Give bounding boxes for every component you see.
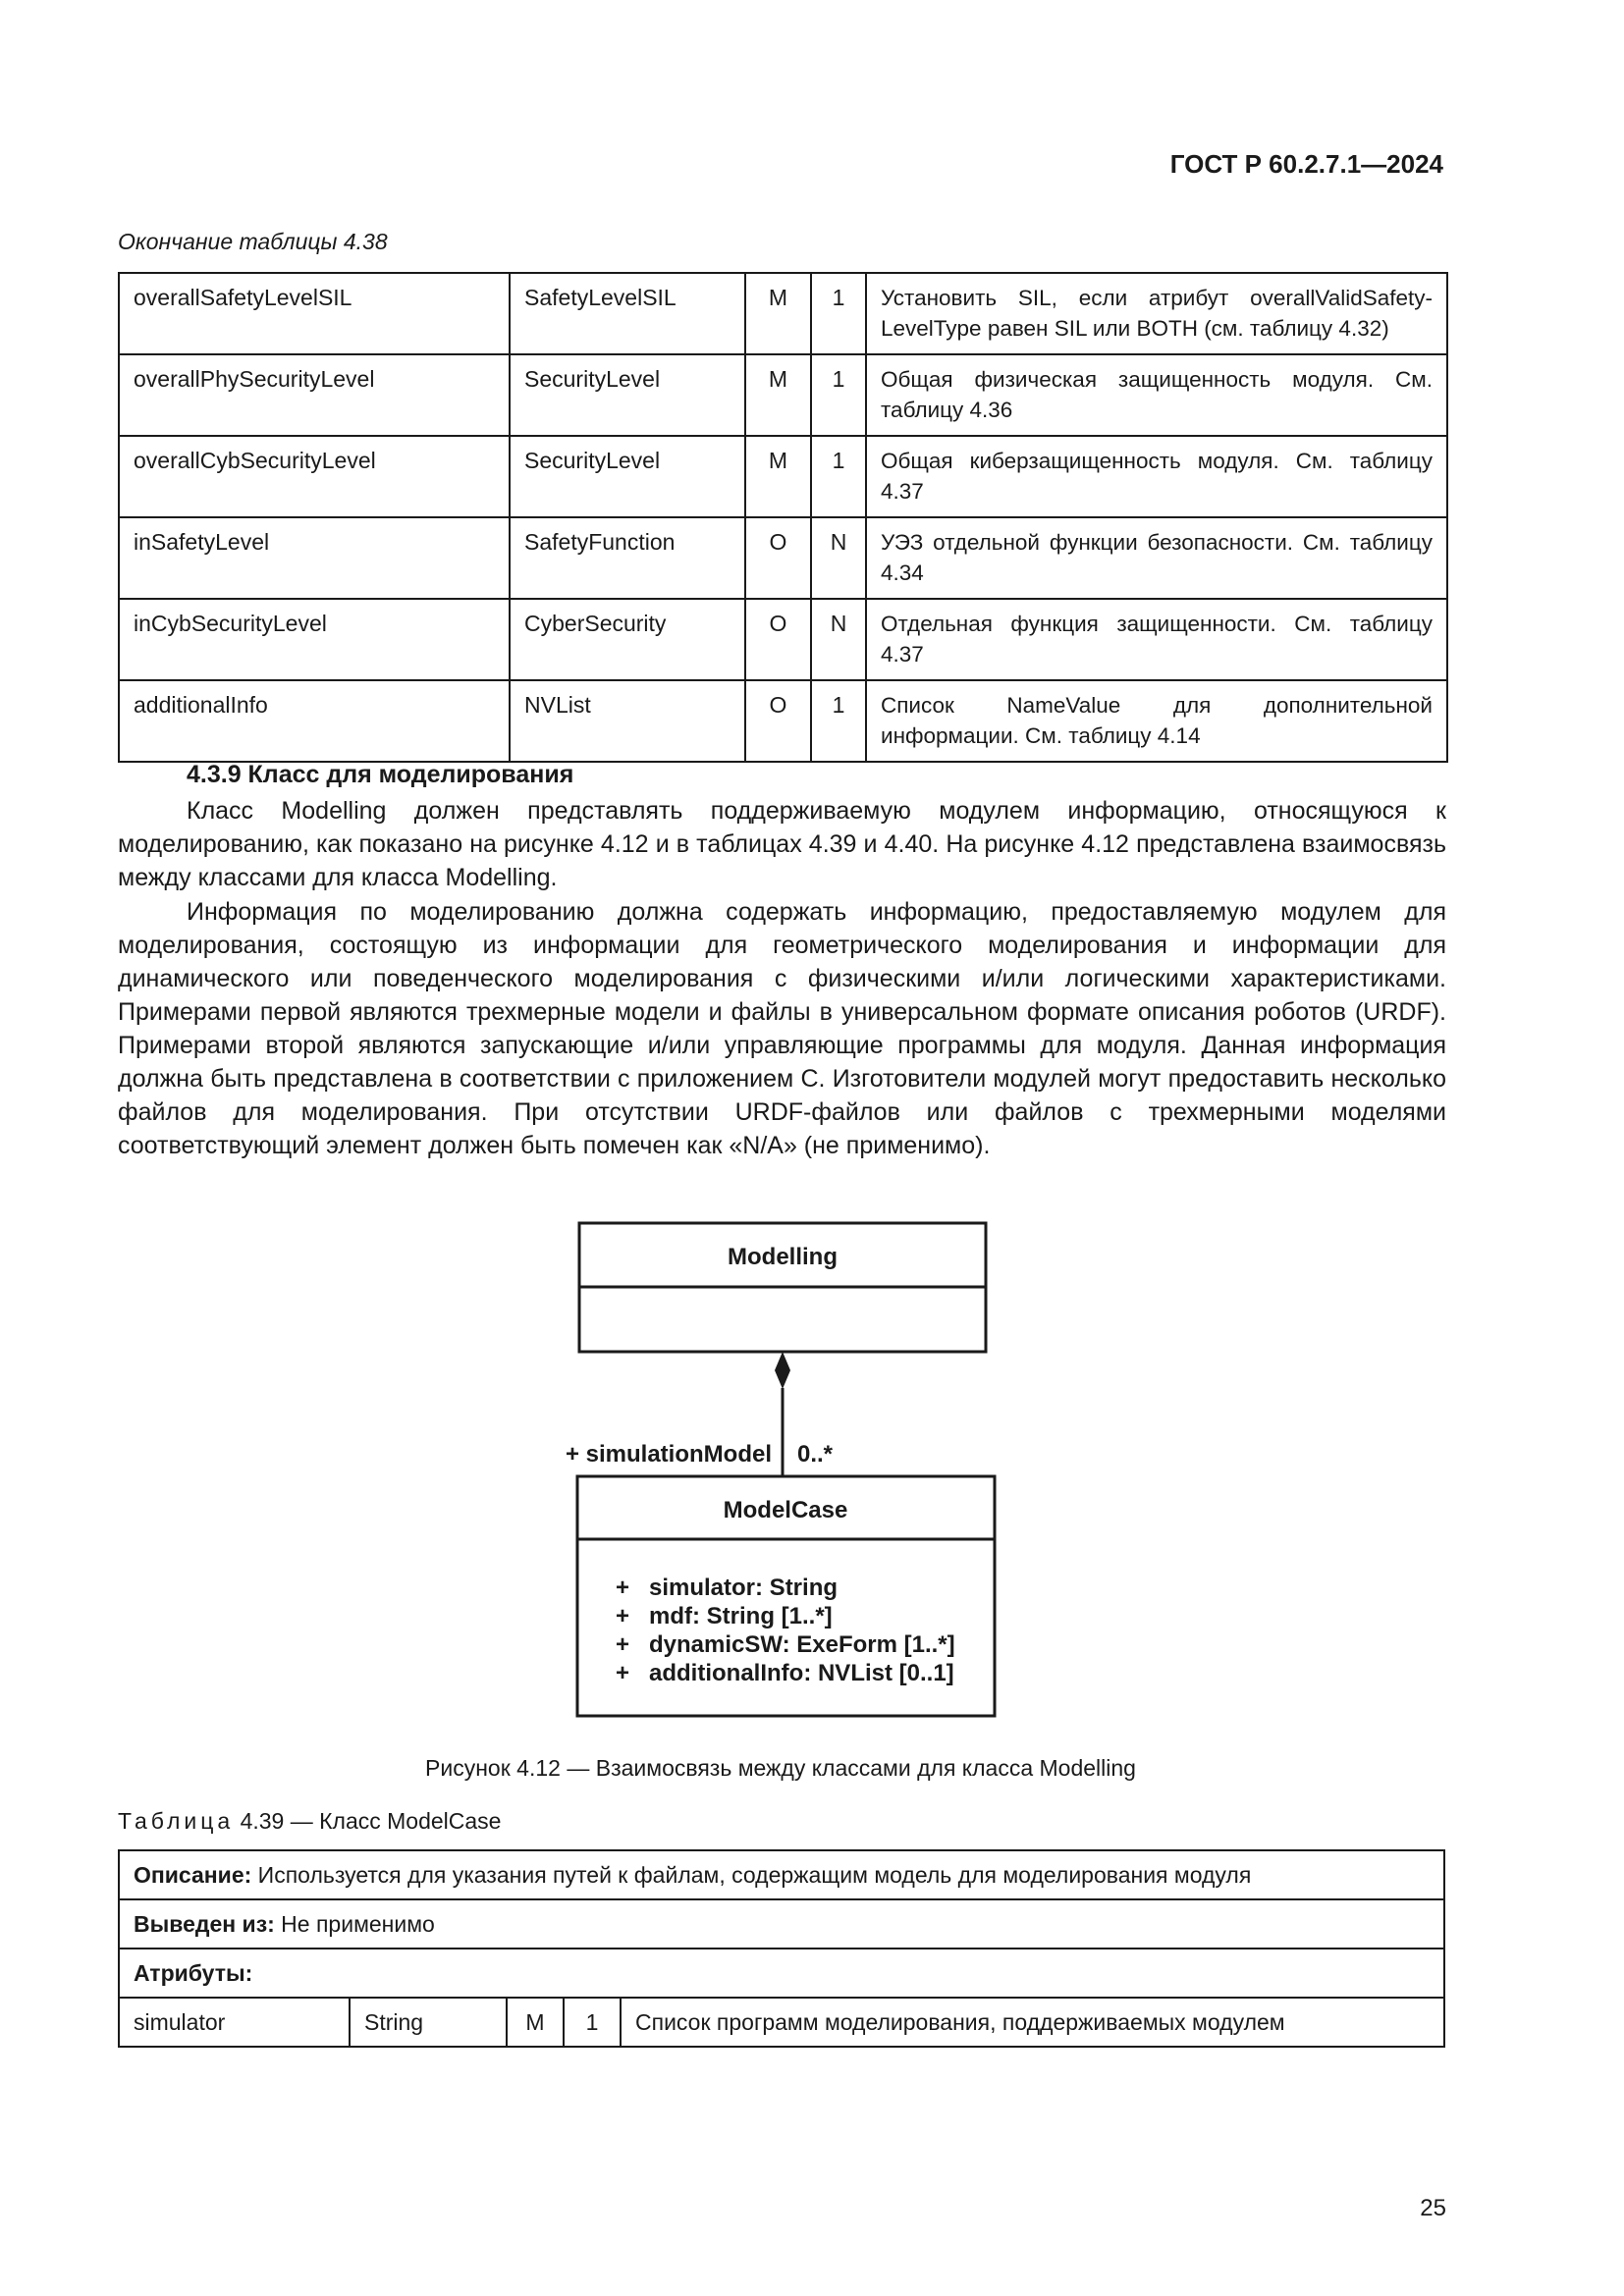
table-row (119, 1899, 1444, 1949)
description-cell (119, 1850, 1444, 1899)
page-number: 25 (1420, 2195, 1446, 2221)
attribute-type: String (350, 1998, 507, 2047)
attribute-obligation: O (745, 517, 811, 599)
table-4-39 (118, 1849, 1445, 2048)
table-caption-title: 4.39 — Класс ModelCase (234, 1808, 502, 1834)
attribute-type: SafetyFunction (510, 517, 745, 599)
attribute-name: overallPhySecurityLevel (119, 354, 510, 436)
attributes-label: Атрибуты: (119, 1949, 1444, 1998)
uml-attribute: mdf: String [1..*] (649, 1603, 833, 1629)
uml-attribute: dynamicSW: ExeForm [1..*] (649, 1631, 955, 1658)
attribute-type: SafetyLevelSIL (510, 273, 745, 354)
attribute-description: Общая киберзащищенность модуля. См. таблицу 4.37 (866, 436, 1447, 517)
table-continuation-caption: Окончание таблицы 4.38 (118, 229, 388, 254)
attribute-type: SecurityLevel (510, 436, 745, 517)
table-caption (118, 1808, 501, 1835)
attribute-description: Список NameValue для дополнительной информации. См. таблицу 4.14 (866, 680, 1447, 762)
modelling-class-name: Modelling (728, 1244, 838, 1270)
attribute-name: overallSafetyLevelSIL (119, 273, 510, 354)
attribute-type: CyberSecurity (510, 599, 745, 680)
attribute-type: NVList (510, 680, 745, 762)
derived-label: Выведен из: (134, 1910, 275, 1937)
attribute-name: inCybSecurityLevel (119, 599, 510, 680)
attribute-visibility: + (616, 1603, 630, 1629)
attribute-obligation: M (745, 354, 811, 436)
table-row (119, 1998, 1444, 2047)
attribute-obligation: M (745, 273, 811, 354)
uml-attribute: additionalInfo: NVList [0..1] (649, 1660, 954, 1686)
attribute-multiplicity: 1 (811, 436, 866, 517)
association-role: + simulationModel (565, 1441, 772, 1468)
attribute-obligation: O (745, 680, 811, 762)
attribute-name: overallCybSecurityLevel (119, 436, 510, 517)
attribute-visibility: + (616, 1660, 630, 1686)
association-multiplicity: 0..* (797, 1441, 834, 1468)
table-row (119, 1850, 1444, 1899)
attribute-multiplicity: 1 (811, 273, 866, 354)
derived-cell (119, 1899, 1444, 1949)
attribute-description: УЭЗ отдельной функции безопасности. См. таблицу 4.34 (866, 517, 1447, 599)
attribute-multiplicity: N (811, 599, 866, 680)
attribute-description: Отдельная функция защищенности. См. таблицу 4.37 (866, 599, 1447, 680)
attribute-multiplicity: 1 (811, 680, 866, 762)
attribute-obligation: M (507, 1998, 564, 2047)
composition-diamond-icon (775, 1352, 790, 1389)
attribute-description: Установить SIL, если атрибут overallValidSafety-LevelType равен SIL или BOTH (см. таблицу 4.32) (866, 273, 1447, 354)
attribute-multiplicity: N (811, 517, 866, 599)
paragraph: Информация по моделированию должна содержать информацию, предоставляемую модулем для моделирования, состоящую из информации для геометрического моделирования и информации для динамического или поведенческого моделирования с физическими и/или логическими характеристиками. Примерами первой являются трехмерные модели и файлы в универсальном формате описания роботов (URDF). Примерами второй являются запускающие и/или управляющие программы для модуля. Данная информация должна быть представлена в соответствии с приложением С. Изготовители модулей могут предоставить несколько файлов для моделирования. При отсутствии URDF-файлов или файлов с трехмерными моделями соответствующий элемент должен быть помечен как «N/A» (не применимо). (118, 898, 1446, 1159)
table-caption-prefix: Таблица (118, 1808, 235, 1834)
description-text: Используется для указания путей к файлам, содержащим модель для моделирования модуля (251, 1861, 1252, 1888)
attribute-multiplicity: 1 (811, 354, 866, 436)
attribute-type: SecurityLevel (510, 354, 745, 436)
attribute-name: additionalInfo (119, 680, 510, 762)
attribute-multiplicity: 1 (564, 1998, 621, 2047)
attribute-visibility: + (616, 1631, 630, 1658)
uml-attribute: simulator: String (649, 1575, 839, 1601)
description-label: Описание: (134, 1861, 252, 1888)
attribute-obligation: O (745, 599, 811, 680)
attribute-description: Список программ моделирования, поддерживаемых модулем (621, 1998, 1444, 2047)
derived-text: Не применимо (274, 1910, 435, 1937)
attribute-visibility: + (616, 1575, 630, 1601)
section-heading: 4.3.9 Класс для моделирования (187, 761, 574, 788)
paragraph: Класс Modelling должен представлять поддерживаемую модулем информацию, относящуюся к моделированию, как показано на рисунке 4.12 и в таблицах 4.39 и 4.40. На рисунке 4.12 представлена взаимосвязь между классами для класса Modelling. (118, 797, 1446, 891)
modelcase-class-name: ModelCase (723, 1497, 848, 1523)
standard-code: ГОСТ Р 60.2.7.1—2024 (1169, 149, 1443, 179)
attribute-name: inSafetyLevel (119, 517, 510, 599)
attribute-description: Общая физическая защищенность модуля. См. таблицу 4.36 (866, 354, 1447, 436)
attribute-name: simulator (119, 1998, 350, 2047)
figure-caption: Рисунок 4.12 — Взаимосвязь между классами для класса Modelling (425, 1755, 1136, 1781)
attribute-obligation: M (745, 436, 811, 517)
table-row (119, 1949, 1444, 1998)
